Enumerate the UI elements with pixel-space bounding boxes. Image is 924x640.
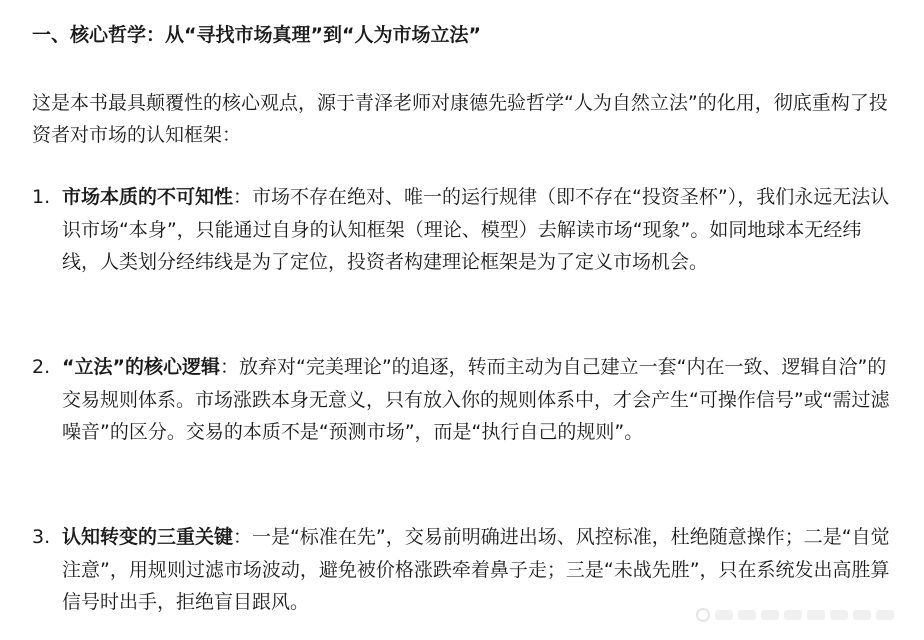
list-item	[32, 181, 892, 279]
list-item-body	[62, 181, 892, 279]
list-item-title: 市场本质的不可知性	[62, 186, 234, 208]
watermark-mark	[876, 610, 894, 620]
list-item-text: ：放弃对“完美理论”的追逐，转而主动为自己建立一套“内在一致、逻辑自洽”的交易规则体系。市场涨跌本身无意义，只有放入你的规则体系中，才会产生“可操作信号”或“需过滤噪音”的区分。交易的本质不是“预测市场”，而是“执行自己的规则”。	[62, 356, 890, 443]
watermark-mark	[807, 610, 825, 620]
watermark-mark	[738, 610, 756, 620]
list-item-title: “立法”的核心逻辑	[62, 356, 220, 378]
list-item-title: 认知转变的三重关键	[62, 526, 234, 548]
list-item-number: 2.	[32, 356, 51, 378]
watermark-mark	[761, 610, 779, 620]
list-item-body	[62, 351, 892, 449]
watermark-mark	[830, 610, 848, 620]
watermark-mark	[784, 610, 802, 620]
list-item	[32, 351, 892, 449]
intro-paragraph: 这是本书最具颠覆性的核心观点，源于青泽老师对康德先验哲学“人为自然立法”的化用，彻底重构了投资者对市场的认知框架：	[32, 92, 888, 146]
list-item-text: ：市场不存在绝对、唯一的运行规律（即不存在“投资圣杯”），我们永远无法认识市场“本身”，只能通过自身的认知框架（理论、模型）去解读市场“现象”。如同地球本无经纬线，人类划分经纬线是为了定位，投资者构建理论框架是为了定义市场机会。	[62, 186, 890, 273]
list-item-text: ：一是“标准在先”，交易前明确进出场、风控标准，杜绝随意操作；二是“自觉注意”，用规则过滤市场波动，避免被价格涨跌牵着鼻子走；三是“未战先胜”，只在系统发出高胜算信号时出手，拒绝盲目跟风。	[62, 526, 890, 613]
list-item-number: 1.	[32, 186, 51, 208]
watermark-mark	[853, 610, 871, 620]
list-item-number: 3.	[32, 526, 51, 548]
watermark	[696, 604, 916, 626]
watermark-mark	[715, 610, 733, 620]
section-heading: 一、核心哲学：从“寻找市场真理”到“人为市场立法”	[32, 24, 481, 46]
watermark-circle-icon	[696, 608, 710, 622]
